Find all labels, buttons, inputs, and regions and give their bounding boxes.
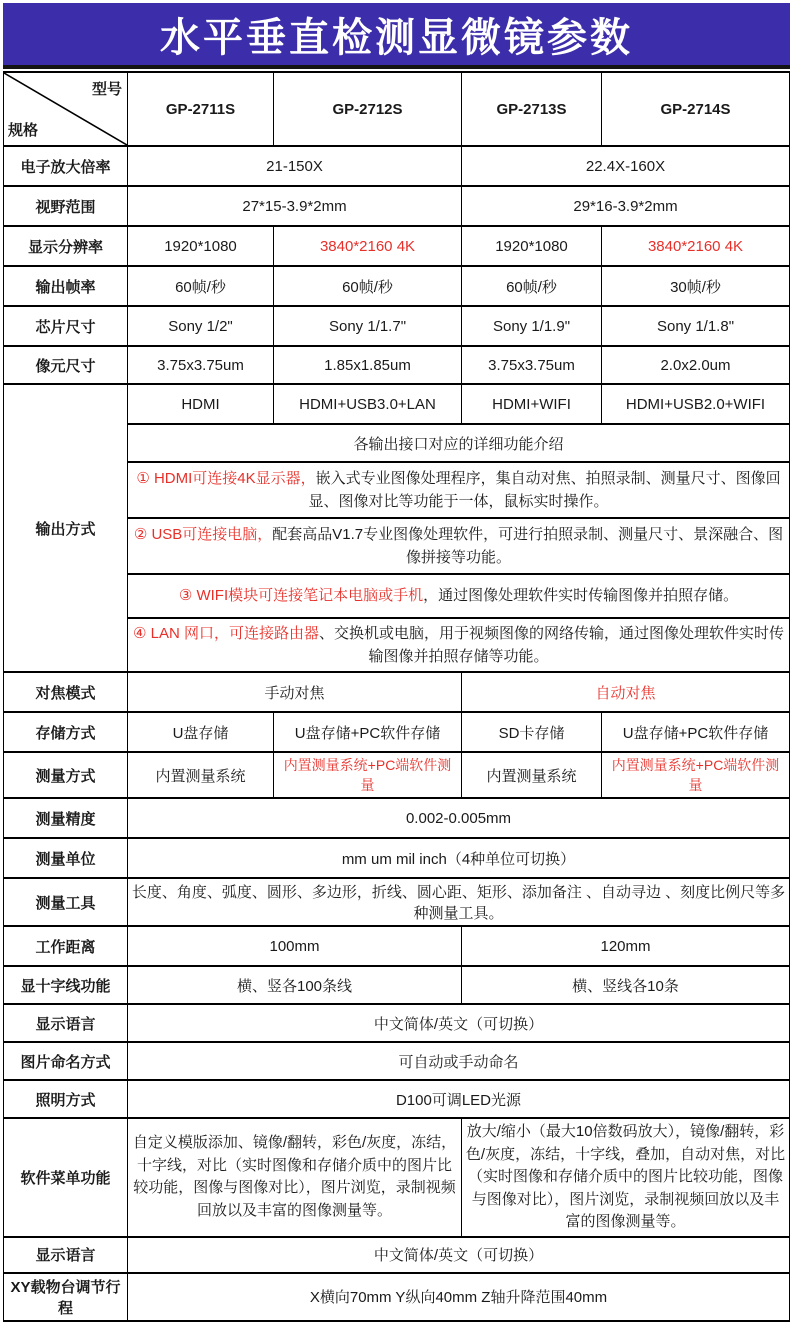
cell-value: 3.75x3.75um [128, 346, 274, 384]
cell-value: 100mm [128, 926, 462, 966]
cell-value: 22.4X-160X [462, 146, 790, 186]
title-shadow-line [3, 65, 790, 69]
row-label: 视野范围 [4, 186, 128, 226]
row-label: 输出帧率 [4, 266, 128, 306]
row-label: 测量工具 [4, 878, 128, 926]
corner-label-model: 型号 [91, 81, 122, 98]
row-label: 电子放大倍率 [4, 146, 128, 186]
row-label: 显十字线功能 [4, 966, 128, 1004]
cell-value: mm um mil inch（4种单位可切换） [128, 838, 790, 878]
row-language-2 [4, 1237, 790, 1273]
row-output-interfaces [4, 384, 790, 424]
note-black-text: 嵌入式专业图像处理程序，集自动对焦、拍照录制、测量尺寸、图像回显、图像对比等功能于一体，鼠标实时操作。 [308, 469, 781, 510]
row-unit [4, 838, 790, 878]
cell-value: 长度、角度、弧度、圆形、多边形，折线、圆心距、矩形、添加备注 、自动寻边 、刻度比例尺等多种测量工具。 [128, 878, 790, 926]
cell-output-note [128, 462, 790, 518]
page-title: 水平垂直检测显微镜参数 [160, 15, 633, 60]
row-label: 软件菜单功能 [4, 1118, 128, 1237]
cell-value: 3.75x3.75um [462, 346, 602, 384]
cell-value-highlight: 自动对焦 [462, 672, 790, 712]
note-black-text: 配套高品V1.7专业图像处理软件，可进行拍照录制、测量尺寸、景深融合、图像拼接等功能。 [272, 525, 784, 566]
cell-value: 可自动或手动命名 [128, 1042, 790, 1080]
note-red-text: ④ LAN 网口，可连接路由器 [133, 624, 319, 642]
note-black-text: ，通过图像处理软件实时传输图像并拍照存储。 [423, 587, 739, 605]
cell-value: U盘存储+PC软件存储 [602, 712, 790, 752]
cell-value: 60帧/秒 [462, 266, 602, 306]
row-label: 对焦模式 [4, 672, 128, 712]
cell-value: 1.85x1.85um [274, 346, 462, 384]
row-naming [4, 1042, 790, 1080]
cell-value: HDMI+WIFI [462, 384, 602, 424]
row-software-menu [4, 1118, 790, 1237]
row-label: XY载物台调节行程 [4, 1273, 128, 1321]
cell-value: 60帧/秒 [274, 266, 462, 306]
cell-value: HDMI+USB2.0+WIFI [602, 384, 790, 424]
row-label: 显示语言 [4, 1237, 128, 1273]
cell-value: 手动对焦 [128, 672, 462, 712]
row-label: 显示语言 [4, 1004, 128, 1042]
row-label: 图片命名方式 [4, 1042, 128, 1080]
row-illumination [4, 1080, 790, 1118]
row-label: 照明方式 [4, 1080, 128, 1118]
note-red-text: ② USB可连接电脑， [133, 525, 273, 543]
cell-value: U盘存储 [128, 712, 274, 752]
row-magnification [4, 146, 790, 186]
cell-value: X横向70mm Y纵向40mm Z轴升降范围40mm [128, 1273, 790, 1321]
page-title-bar [3, 3, 790, 65]
model-gp2711s: GP-2711S [128, 72, 274, 146]
cell-value: 2.0x2.0um [602, 346, 790, 384]
cell-value: Sony 1/1.9" [462, 306, 602, 346]
row-label: 测量单位 [4, 838, 128, 878]
cell-value: Sony 1/2" [128, 306, 274, 346]
row-tools [4, 878, 790, 926]
cell-value: SD卡存储 [462, 712, 602, 752]
row-working-distance [4, 926, 790, 966]
cell-value: 0.002-0.005mm [128, 798, 790, 838]
corner-cell [4, 72, 128, 146]
row-label-output: 输出方式 [4, 384, 128, 672]
cell-value: 30帧/秒 [602, 266, 790, 306]
model-gp2713s: GP-2713S [462, 72, 602, 146]
cell-value: 中文简体/英文（可切换） [128, 1004, 790, 1042]
row-pixel-size [4, 346, 790, 384]
row-fov [4, 186, 790, 226]
model-gp2714s: GP-2714S [602, 72, 790, 146]
cell-output-intro: 各输出接口对应的详细功能介绍 [128, 424, 790, 462]
cell-value: 21-150X [128, 146, 462, 186]
cell-software-right: 放大/缩小（最大10倍数码放大），镜像/翻转，彩色/灰度，冻结，十字线，叠加，自动对焦，对比（实时图像和存储介质中的图片比较功能，图像与图像对比），图片浏览，录制视频回放以及丰富的图像测量等。 [462, 1118, 790, 1237]
cell-output-note [128, 618, 790, 672]
cell-value-highlight: 3840*2160 4K [274, 226, 462, 266]
model-gp2712s: GP-2712S [274, 72, 462, 146]
row-stage-travel [4, 1273, 790, 1321]
cell-value: D100可调LED光源 [128, 1080, 790, 1118]
cell-value-highlight: 内置测量系统+PC端软件测量 [274, 752, 462, 798]
row-label: 工作距离 [4, 926, 128, 966]
cell-value: 1920*1080 [462, 226, 602, 266]
cell-value: 1920*1080 [128, 226, 274, 266]
row-crosshair [4, 966, 790, 1004]
cell-value: Sony 1/1.8" [602, 306, 790, 346]
cell-value: Sony 1/1.7" [274, 306, 462, 346]
row-framerate [4, 266, 790, 306]
cell-value: 60帧/秒 [128, 266, 274, 306]
row-label: 显示分辨率 [4, 226, 128, 266]
cell-value: HDMI [128, 384, 274, 424]
cell-value: 横、竖线各10条 [462, 966, 790, 1004]
row-label: 像元尺寸 [4, 346, 128, 384]
cell-value: 内置测量系统 [462, 752, 602, 798]
note-red-text: ③ WIFI模块可连接笔记本电脑或手机 [178, 587, 424, 605]
cell-output-note [128, 518, 790, 574]
row-measure-method [4, 752, 790, 798]
row-chip-size [4, 306, 790, 346]
row-label: 测量精度 [4, 798, 128, 838]
cell-value: 横、竖各100条线 [128, 966, 462, 1004]
row-storage [4, 712, 790, 752]
row-label: 芯片尺寸 [4, 306, 128, 346]
cell-output-note [128, 574, 790, 618]
cell-value: 120mm [462, 926, 790, 966]
row-precision [4, 798, 790, 838]
row-label: 存储方式 [4, 712, 128, 752]
cell-value: U盘存储+PC软件存储 [274, 712, 462, 752]
cell-value-highlight: 内置测量系统+PC端软件测量 [602, 752, 790, 798]
cell-value: 27*15-3.9*2mm [128, 186, 462, 226]
cell-value: 29*16-3.9*2mm [462, 186, 790, 226]
cell-value: 中文简体/英文（可切换） [128, 1237, 790, 1273]
note-red-text: ① HDMI可连接4K显示器， [136, 469, 316, 487]
note-black-text: 、交换机或电脑，用于视频图像的网络传输，通过图像处理软件实时传输图像并拍照存储等功能。 [318, 624, 784, 665]
row-focus-mode [4, 672, 790, 712]
row-label: 测量方式 [4, 752, 128, 798]
cell-value-highlight: 3840*2160 4K [602, 226, 790, 266]
cell-value: 内置测量系统 [128, 752, 274, 798]
row-language-1 [4, 1004, 790, 1042]
cell-software-left: 自定义模版添加、镜像/翻转，彩色/灰度，冻结，十字线，对比（实时图像和存储介质中的图片比较功能，图像与图像对比），图片浏览，录制视频回放以及丰富的图像测量等。 [128, 1118, 462, 1237]
row-resolution [4, 226, 790, 266]
corner-label-spec: 规格 [8, 122, 39, 139]
table-header-row [4, 72, 790, 146]
cell-value: HDMI+USB3.0+LAN [274, 384, 462, 424]
spec-table [3, 71, 790, 1322]
